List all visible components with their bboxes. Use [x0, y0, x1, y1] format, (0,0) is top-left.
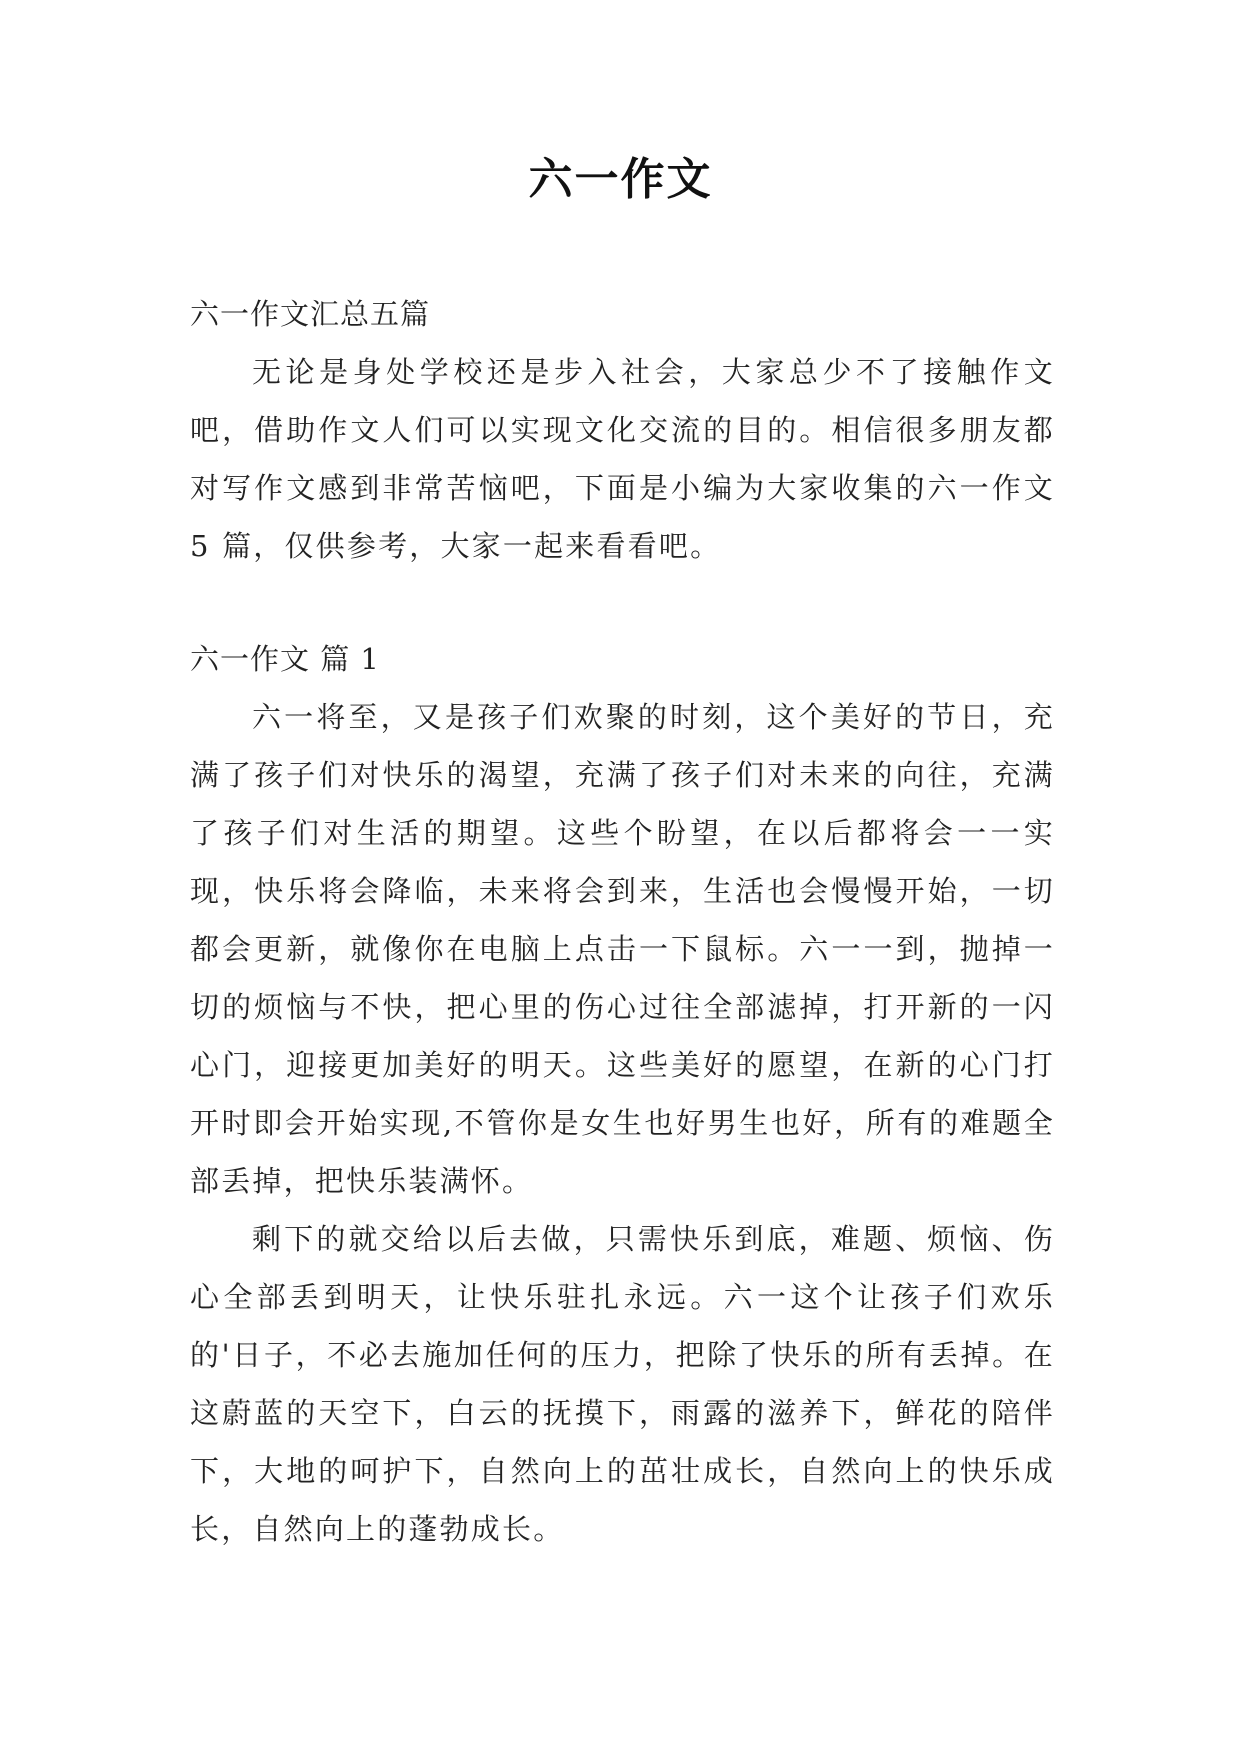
section-1-paragraph-2: 剩下的就交给以后去做，只需快乐到底，难题、烦恼、伤心全部丢到明天，让快乐驻扎永远。六一这个让孩子们欢乐的'日子，不必去施加任何的压力，把除了快乐的所有丢掉。在这蔚蓝的天空下，白云的抚摸下，雨露的滋养下，鲜花的陪伴下，大地的呵护下，自然向上的茁壮成长，自然向上的快乐成长，自然向上的蓬勃成长。 [190, 1222, 1055, 1546]
document-body [190, 285, 1055, 1558]
intro-paragraph: 无论是身处学校还是步入社会，大家总少不了接触作文吧，借助作文人们可以实现文化交流的目的。相信很多朋友都对写作文感到非常苦恼吧，下面是小编为大家收集的六一作文 5 篇，仅供参考，大家一起来看看吧。 [190, 355, 1055, 563]
document-title: 六一作文 [528, 154, 713, 205]
intro-heading: 六一作文汇总五篇 [190, 297, 431, 331]
section-1-heading: 六一作文 篇 1 [190, 642, 380, 676]
section-spacer [190, 575, 1055, 630]
section-1-paragraph-1: 六一将至，又是孩子们欢聚的时刻，这个美好的节日，充满了孩子们对快乐的渴望，充满了孩子们对未来的向往，充满了孩子们对生活的期望。这些个盼望，在以后都将会一一实现，快乐将会降临，未来将会到来，生活也会慢慢开始，一切都会更新，就像你在电脑上点击一下鼠标。六一一到，抛掉一切的烦恼与不快，把心里的伤心过往全部滤掉，打开新的一闪心门，迎接更加美好的明天。这些美好的愿望，在新的心门打开时即会开始实现,不管你是女生也好男生也好，所有的难题全部丢掉，把快乐装满怀。 [190, 700, 1055, 1198]
